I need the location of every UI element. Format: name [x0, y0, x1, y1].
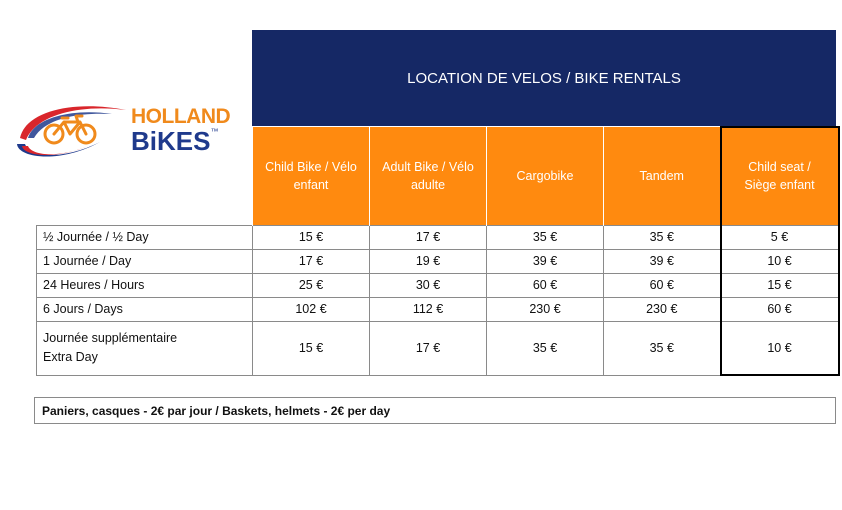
price-cell: 60 € — [487, 273, 604, 297]
price-cell: 230 € — [487, 297, 604, 321]
rentals-title: LOCATION DE VELOS / BIKE RENTALS — [407, 69, 681, 87]
table-row — [37, 249, 839, 273]
price-cell: 60 € — [721, 297, 839, 321]
price-cell: 15 € — [721, 273, 839, 297]
logo-bikes-text: BiKES™ — [131, 126, 219, 156]
rentals-header-band — [252, 30, 836, 126]
price-cell: 19 € — [370, 249, 487, 273]
col-header-child-bike: Child Bike / Vélo enfant — [253, 127, 370, 225]
accessories-note — [34, 397, 836, 424]
logo-holland-text: HOLLAND — [131, 105, 231, 128]
price-cell: 230 € — [604, 297, 721, 321]
table-row — [37, 273, 839, 297]
price-cell: 39 € — [604, 249, 721, 273]
rental-price-table — [36, 126, 840, 376]
price-cell: 112 € — [370, 297, 487, 321]
header-blank-cell — [37, 127, 253, 225]
price-cell: 15 € — [253, 225, 370, 249]
price-cell: 17 € — [370, 321, 487, 375]
col-header-cargobike: Cargobike — [487, 127, 604, 225]
price-cell: 17 € — [370, 225, 487, 249]
logo-trademark: ™ — [210, 127, 219, 136]
price-cell: 17 € — [253, 249, 370, 273]
price-cell: 25 € — [253, 273, 370, 297]
price-cell: 10 € — [721, 321, 839, 375]
price-cell: 30 € — [370, 273, 487, 297]
price-cell: 15 € — [253, 321, 370, 375]
price-cell: 35 € — [487, 321, 604, 375]
row-label: 6 Jours / Days — [37, 297, 253, 321]
price-cell: 35 € — [604, 321, 721, 375]
row-label: 24 Heures / Hours — [37, 273, 253, 297]
price-cell: 35 € — [487, 225, 604, 249]
price-cell: 5 € — [721, 225, 839, 249]
table-row — [37, 297, 839, 321]
row-label: ½ Journée / ½ Day — [37, 225, 253, 249]
price-cell: 60 € — [604, 273, 721, 297]
col-header-adult-bike: Adult Bike / Vélo adulte — [370, 127, 487, 225]
price-cell: 35 € — [604, 225, 721, 249]
price-cell: 102 € — [253, 297, 370, 321]
row-label: 1 Journée / Day — [37, 249, 253, 273]
col-header-child-seat: Child seat / Siège enfant — [721, 127, 839, 225]
row-label: Journée supplémentaire Extra Day — [37, 321, 253, 375]
price-cell: 10 € — [721, 249, 839, 273]
table-row — [37, 225, 839, 249]
price-cell: 39 € — [487, 249, 604, 273]
accessories-note-text: Paniers, casques - 2€ par jour / Baskets, helmets - 2€ per day — [42, 403, 391, 418]
column-header-row — [37, 127, 839, 225]
table-row — [37, 321, 839, 375]
col-header-tandem: Tandem — [604, 127, 721, 225]
